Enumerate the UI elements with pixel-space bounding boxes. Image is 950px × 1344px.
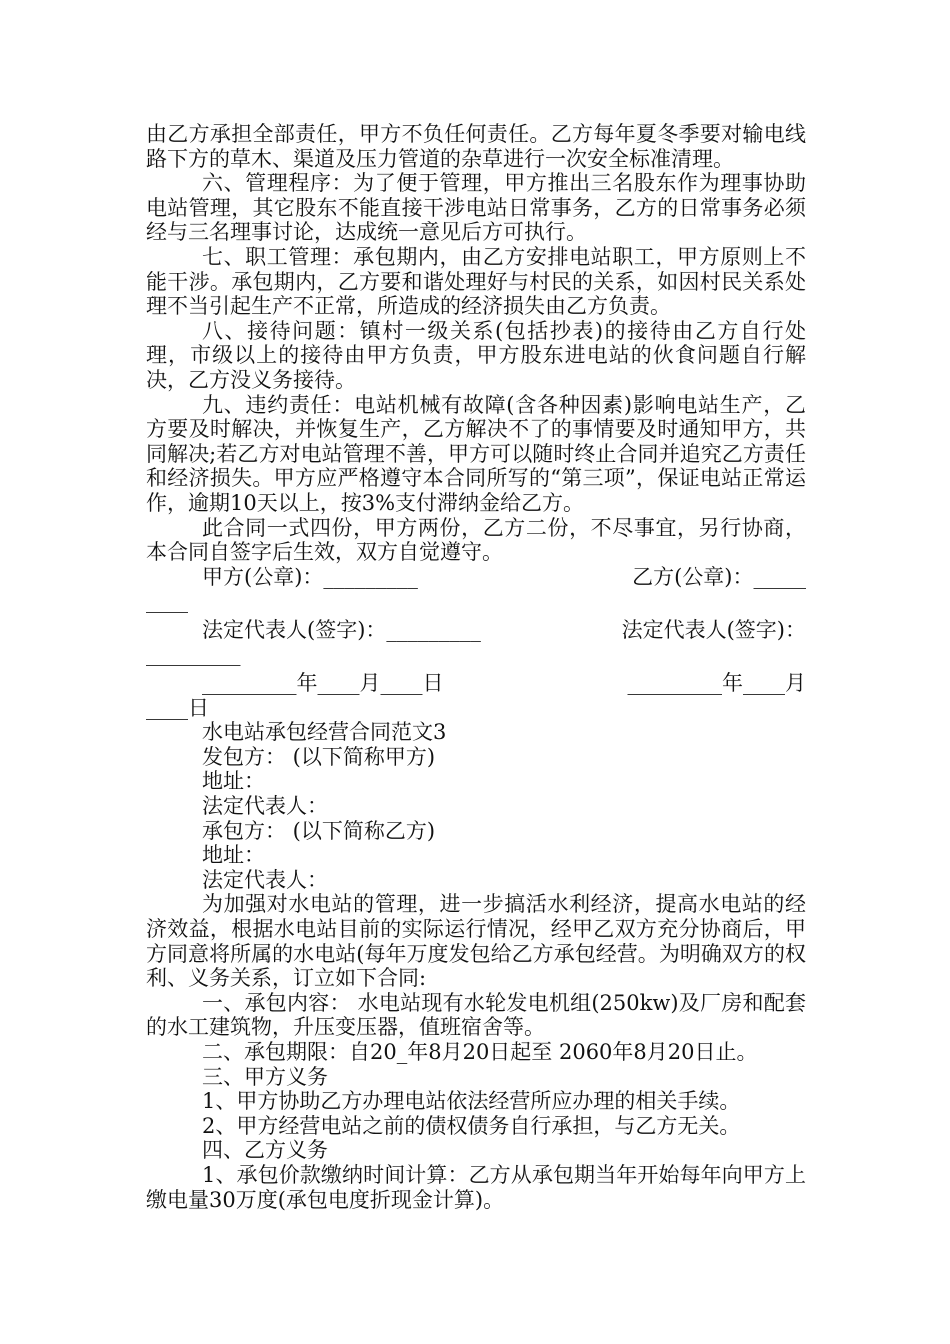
- paragraph-staff-management: 七、职工管理：承包期内，由乙方安排电站职工，甲方原则上不能干涉。承包期内，乙方要和谐处理好与村民的关系，如因村民关系处理不当引起生产不正常，所造成的经济损失由乙方负责。: [146, 244, 806, 319]
- date-b: _________年____月: [627, 671, 806, 696]
- contract-party-line: 地址：: [202, 769, 265, 794]
- rep-b-signature: 法定代表人(签字)：: [621, 617, 806, 642]
- rep-a-signature: 法定代表人(签字)：_________: [202, 617, 481, 642]
- party-b-seal: 乙方(公章)：_____: [632, 564, 806, 589]
- paragraph-party-a-obligation-1: 1、甲方协助乙方办理电站依法经营所应办理的相关手续。: [202, 1089, 741, 1114]
- paragraph-contract-content: 一、承包内容： 水电站现有水轮发电机组(250kw)及厂房和配套的水工建筑物，升压变压器，值班宿舍等。: [146, 990, 806, 1040]
- paragraph-breach-liability: 九、违约责任：电站机械有故障(含各种因素)影响电站生产，乙方要及时解决，并恢复生产，乙方解决不了的事情要及时通知甲方，共同解决;若乙方对电站管理不善，甲方可以随时终止合同并追究乙方责任和经济损失。甲方应严格遵守本合同所写的“第三项”，保证电站正常运作，逾期10天以上，按3%支付滞纳金给乙方。: [146, 392, 806, 515]
- representative-line: [146, 618, 806, 643]
- heading-party-a-obligations: 三、甲方义务: [202, 1064, 328, 1089]
- document-page: [146, 122, 806, 1212]
- contract-party-line: 法定代表人：: [202, 867, 328, 892]
- seal-line: [146, 565, 806, 590]
- section-title: 水电站承包经营合同范文3: [202, 720, 447, 745]
- paragraph-party-a-obligation-2: 2、甲方经营电站之前的债权债务自行承担，与乙方无关。: [202, 1113, 741, 1138]
- paragraph-reception: 八、接待问题：镇村一级关系(包括抄表)的接待由乙方自行处理，市级以上的接待由甲方负责，甲方股东进电站的伙食问题自行解决，乙方没义务接待。: [146, 318, 806, 392]
- contract-party-line: 法定代表人：: [202, 794, 328, 819]
- paragraph-contract-term: 二、承包期限：自20_年8月20日起至 2060年8月20日止。: [202, 1039, 758, 1064]
- heading-party-b-obligations: 四、乙方义务: [202, 1138, 328, 1163]
- paragraph-preamble: 为加强对水电站的管理，进一步搞活水利经济，提高水电站的经济效益，根据水电站目前的实际运行情况，经甲乙双方充分协商后，甲方同意将所属的水电站(每年万度发包给乙方承包经营。为明确双方的权利、义务关系，订立如下合同:: [146, 892, 806, 991]
- rep-b-signature-tail: _________: [146, 642, 241, 667]
- paragraph-party-b-obligation-1: 1、承包价款缴纳时间计算：乙方从承包期当年开始每年向甲方上缴电量30万度(承包电度折现金计算)。: [146, 1162, 806, 1212]
- date-a: _________年____月____日: [202, 671, 444, 696]
- paragraph-management-procedure: 六、管理程序：为了便于管理，甲方推出三名股东作为理事协助电站管理，其它股东不能直接干涉电站日常事务，乙方的日常事务必须经与三名理事讨论，达成统一意见后方可执行。: [146, 171, 806, 245]
- contract-party-line: 地址：: [202, 843, 265, 868]
- party-a-seal: 甲方(公章)：_________: [202, 564, 418, 589]
- date-line: [146, 671, 806, 696]
- contract-party-line: 承包方： (以下简称乙方): [202, 818, 436, 843]
- party-b-seal-tail: ____: [146, 589, 188, 614]
- date-b-tail: ____日: [146, 695, 209, 720]
- paragraph-copies: 此合同一式四份，甲方两份，乙方二份，不尽事宜，另行协商，本合同自签字后生效，双方自觉遵守。: [146, 515, 806, 565]
- contract-party-line: 发包方： (以下简称甲方): [202, 744, 436, 769]
- paragraph-responsibility-tail: 由乙方承担全部责任，甲方不负任何责任。乙方每年夏冬季要对输电线路下方的草木、渠道及压力管道的杂草进行一次安全标准清理。: [146, 122, 806, 171]
